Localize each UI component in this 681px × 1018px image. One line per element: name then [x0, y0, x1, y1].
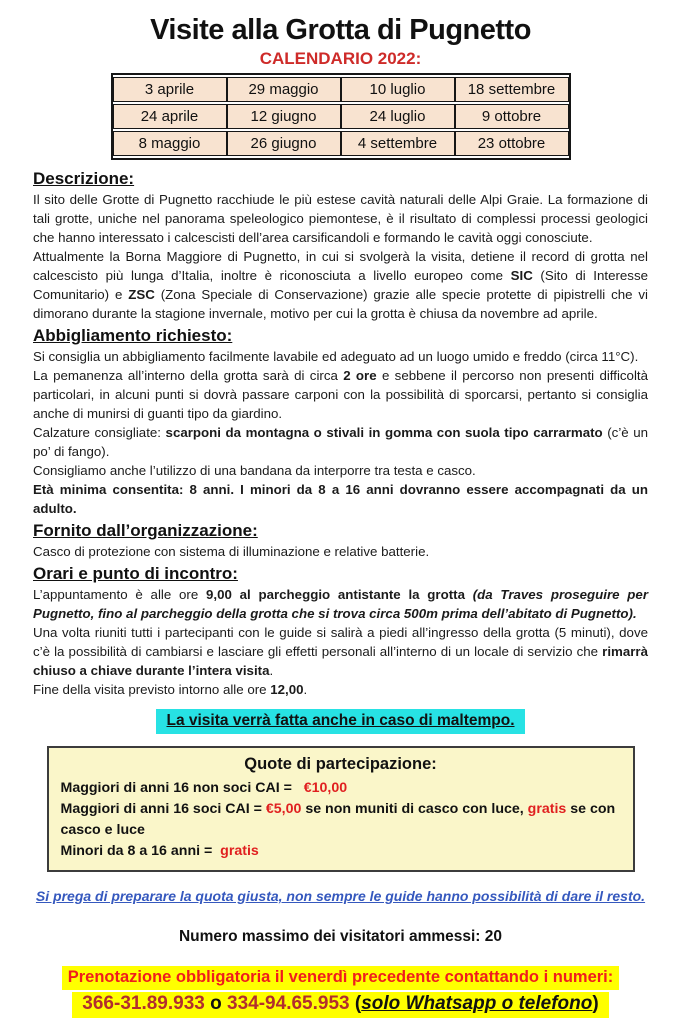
calendar-cell: 12 giugno	[227, 104, 341, 129]
text-run: (Zona Speciale di Conservazione) grazie alle specie protette di pipistrelli che vi dimorano durante la stagione invernale, motivo per cui la grotta è chiusa da novembre ad aprile.	[33, 287, 649, 321]
payment-note: Si prega di preparare la quota giusta, non sempre le guide hanno possibilità di dare il resto.	[35, 888, 646, 904]
calendar-cell: 24 aprile	[113, 104, 227, 129]
booking-line-2-wrap	[33, 992, 648, 1018]
text-run: €10,00	[303, 780, 348, 796]
text-run: Fine della visita previsto intorno alle ore	[33, 682, 271, 697]
text-run: gratis	[527, 801, 567, 817]
text-run: o	[204, 993, 228, 1014]
maltempo-banner: La visita verrà fatta anche in caso di maltempo.	[156, 709, 524, 734]
section-heading-fornito: Fornito dall’organizzazione:	[33, 521, 258, 540]
text-run: €5,00	[265, 801, 302, 817]
calendar-cell: 3 aprile	[113, 77, 227, 102]
text-run: 12,00	[270, 682, 304, 697]
calendar-cell: 23 ottobre	[455, 131, 569, 156]
text-run: se con casco e luce	[60, 801, 616, 838]
text-run: ZSC	[128, 287, 155, 302]
text-run: .	[303, 682, 308, 697]
text-run: (c’è un po’ di fango).	[33, 425, 649, 459]
maltempo-banner-wrap	[33, 709, 648, 734]
text-run: SIC	[510, 268, 533, 283]
phone-number-1: 366-31.89.933	[82, 993, 205, 1014]
text-run: 9,00 al parcheggio antistante la grotta	[205, 587, 473, 602]
calendar-cell: 8 maggio	[113, 131, 227, 156]
calendar-row	[113, 104, 569, 129]
text-run: Maggiori di anni 16 non soci CAI =	[60, 780, 304, 796]
quote-box-heading: Quote di partecipazione:	[244, 755, 437, 773]
abbigliamento-paragraph-5	[33, 480, 648, 518]
text-run: gratis	[220, 843, 259, 859]
text-run: Calzature consigliate:	[33, 425, 166, 440]
text-run: .	[269, 663, 274, 678]
text-run: se non muniti di casco con luce,	[301, 801, 528, 817]
quote-line-adults-nonmembers	[61, 778, 621, 799]
abbigliamento-paragraph-3	[33, 423, 648, 461]
booking-line-1-wrap	[33, 966, 648, 990]
calendar-row	[113, 131, 569, 156]
text-run: rimarrà chiuso a chiave durante l’intera visita	[33, 644, 648, 678]
text-run: (da Traves proseguire per Pugnetto, fino al parcheggio della grotta che si trova circa 500m prima dell’abitato di Pugnetto).	[33, 587, 648, 621]
text-run: La pemanenza all’interno della grotta sarà di circa	[33, 368, 344, 383]
quote-line-adults-members	[61, 799, 621, 841]
text-run: )	[592, 993, 599, 1014]
orari-paragraph-2	[33, 623, 648, 680]
booking-notice	[33, 966, 648, 1018]
text-run: Il sito delle Grotte di Pugnetto racchiude le più estese cavità naturali delle Alpi Graie. La formazione di tali grotte, uniche nel panorama speleologico piemontese, è il risultato di complessi processi geologici che hanno interessato i calcescisti dell’area carsificandoli e formando le cavità oggi conosciute.	[33, 192, 648, 245]
max-visitors: Numero massimo dei visitatori ammessi: 20	[178, 928, 503, 945]
calendar-cell: 4 settembre	[341, 131, 455, 156]
calendar-table-body	[113, 77, 569, 156]
section-heading-descrizione: Descrizione:	[33, 169, 135, 188]
calendar-cell: 10 luglio	[341, 77, 455, 102]
page-title: Visite alla Grotta di Pugnetto	[150, 14, 531, 46]
calendar-cell: 26 giugno	[227, 131, 341, 156]
abbigliamento-paragraph-2	[33, 366, 648, 423]
payment-note-wrap	[33, 888, 648, 906]
text-run: scarponi da montagna o stivali in gomma con suola tipo carrarmato	[165, 425, 603, 440]
booking-line-1: Prenotazione obbligatoria il venerdì precedente contattando i numeri:	[62, 966, 620, 990]
descrizione-paragraph-1	[33, 190, 648, 247]
calendar-heading: CALENDARIO 2022:	[259, 49, 422, 68]
section-heading-orari: Orari e punto di incontro:	[33, 564, 238, 583]
text-run: Casco di protezione con sistema di illuminazione e relative batterie.	[33, 544, 430, 559]
calendar-cell: 18 settembre	[455, 77, 569, 102]
text-run: (	[349, 993, 362, 1014]
abbigliamento-paragraph-4	[33, 461, 648, 480]
text-run: Maggiori di anni 16 soci CAI =	[60, 801, 266, 817]
abbigliamento-paragraph-1	[33, 347, 648, 366]
quote-box	[47, 746, 635, 872]
text-run: Minori da 8 a 16 anni =	[60, 843, 221, 859]
orari-paragraph-3	[33, 680, 648, 699]
text-run: Consigliamo anche l’utilizzo di una bandana da interporre tra testa e casco.	[33, 463, 476, 478]
text-run: Età minima consentita: 8 anni. I minori da 8 a 16 anni dovranno essere accompagnati da un adulto.	[33, 482, 648, 516]
quote-line-minors	[61, 841, 621, 862]
text-run: e sebbene il percorso non presenti difficoltà particolari, in alcuni punti si dovrà passare carponi con la possibilità di sporcarsi, pertanto si consiglia anche di munirsi di guanti tipo da giardino.	[33, 368, 648, 421]
calendar-table	[111, 73, 571, 160]
descrizione-paragraph-2	[33, 247, 648, 323]
calendar-row	[113, 77, 569, 102]
text-run: Attualmente la Borna Maggiore di Pugnetto, in cui si svolgerà la visita, detiene il record di grotta nel calcescisto più lunga d’Italia, inoltre è riconosciuta a livello europeo come	[33, 249, 648, 283]
text-run: 2 ore	[343, 368, 377, 383]
text-run: L’appuntamento è alle ore	[33, 587, 206, 602]
calendar-cell: 24 luglio	[341, 104, 455, 129]
calendar-cell: 29 maggio	[227, 77, 341, 102]
phone-number-2: 334-94.65.953	[227, 993, 350, 1014]
orari-paragraph-1	[33, 585, 648, 623]
text-run: solo Whatsapp o telefono	[361, 993, 593, 1014]
text-run: Una volta riuniti tutti i partecipanti con le guide si salirà a piedi all’ingresso della grotta (5 minuti), dove c’è la possibilità di cambiarsi e lasciare gli effetti personali all’interno di un locale di servizio che	[33, 625, 648, 659]
text-run: (Sito di Interesse Comunitario) e	[33, 268, 648, 302]
booking-line-2	[72, 992, 608, 1018]
section-heading-abbigliamento: Abbigliamento richiesto:	[33, 326, 233, 345]
fornito-paragraph-1	[33, 542, 648, 561]
calendar-cell: 9 ottobre	[455, 104, 569, 129]
text-run: Si consiglia un abbigliamento facilmente lavabile ed adeguato ad un luogo umido e freddo (circa 11°C).	[33, 349, 639, 364]
